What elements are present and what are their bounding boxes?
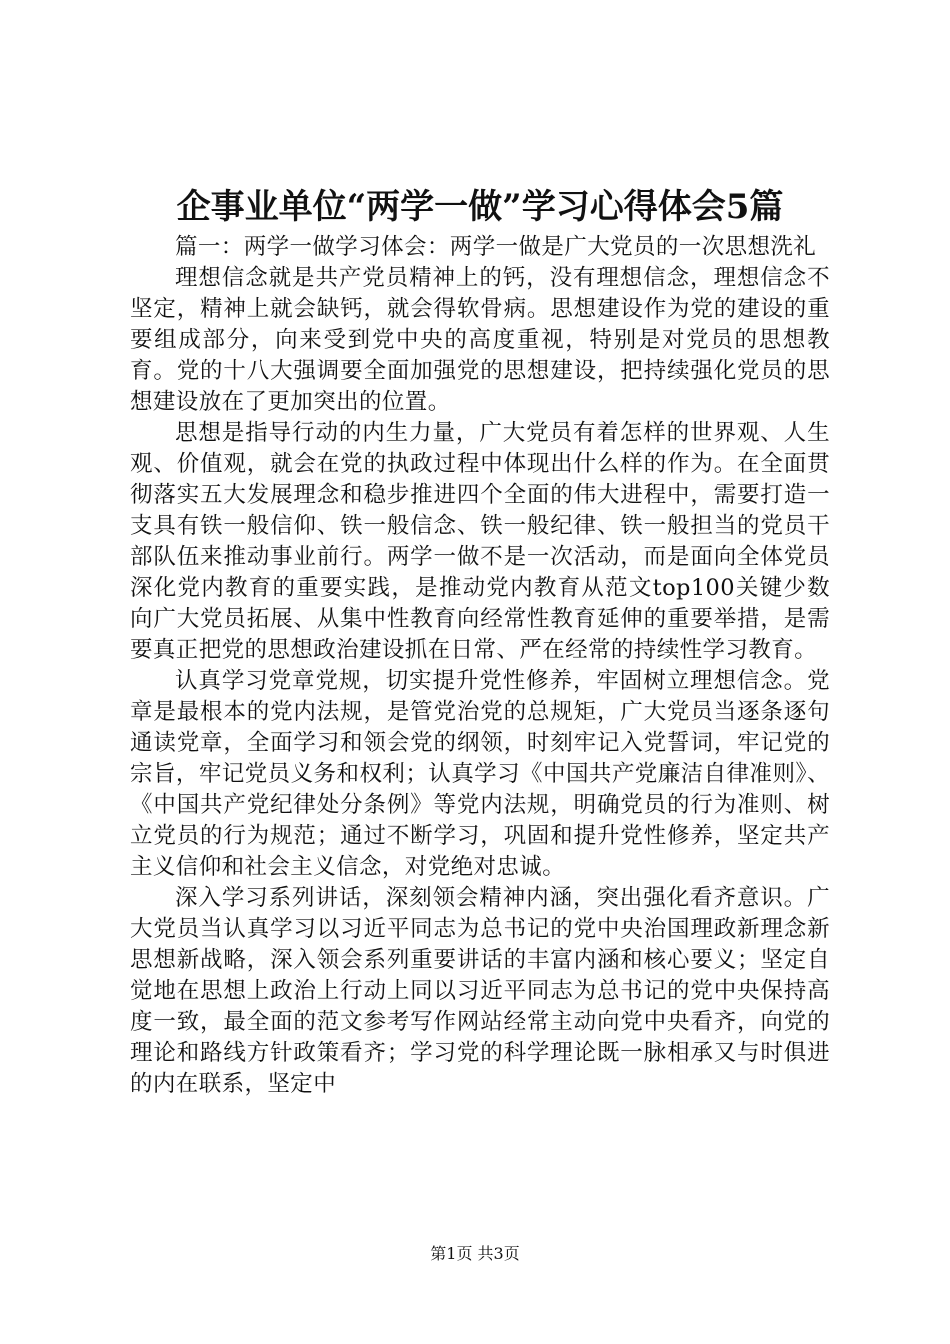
paragraph-section-heading: 篇一：两学一做学习体会：两学一做是广大党员的一次思想洗礼	[175, 234, 817, 260]
document-title: 企事业单位“两学一做”学习心得体会5篇	[176, 187, 784, 227]
paragraph: 深入学习系列讲话，深刻领会精神内涵，突出强化看齐意识。广大党员当认真学习以习近平同志为总书记的党中央治国理政新理念新思想新战略，深入领会系列重要讲话的丰富内涵和核心要义；坚定自觉地在思想上政治上行动上同以习近平同志为总书记的党中央保持高度一致，最全面的范文参考写作网站经常主动向党中央看齐，向党的理论和路线方针政策看齐；学习党的科学理论既一脉相承又与时俱进的内在联系，坚定中	[130, 885, 830, 1097]
page-number-footer: 第1页 共3页	[430, 1244, 520, 1263]
document-body	[130, 232, 830, 1100]
paragraph: 理想信念就是共产党员精神上的钙，没有理想信念，理想信念不坚定，精神上就会缺钙，就会得软骨病。思想建设作为党的建设的重要组成部分，向来受到党中央的高度重视，特别是对党员的思想教育。党的十八大强调要全面加强党的思想建设，把持续强化党员的思想建设放在了更加突出的位置。	[130, 265, 830, 415]
paragraph: 认真学习党章党规，切实提升党性修养，牢固树立理想信念。党章是最根本的党内法规，是管党治党的总规矩，广大党员当逐条逐句通读党章，全面学习和领会党的纲领，时刻牢记入党誓词，牢记党的宗旨，牢记党员义务和权利；认真学习《中国共产党廉洁自律准则》、《中国共产党纪律处分条例》等党内法规，明确党员的行为准则、树立党员的行为规范；通过不断学习，巩固和提升党性修养，坚定共产主义信仰和社会主义信念，对党绝对忠诚。	[130, 668, 830, 880]
paragraph: 思想是指导行动的内生力量，广大党员有着怎样的世界观、人生观、价值观，就会在党的执政过程中体现出什么样的作为。在全面贯彻落实五大发展理念和稳步推进四个全面的伟大进程中，需要打造一支具有铁一般信仰、铁一般信念、铁一般纪律、铁一般担当的党员干部队伍来推动事业前行。两学一做不是一次活动，而是面向全体党员深化党内教育的重要实践，是推动党内教育从范文top100关键少数向广大党员拓展、从集中性教育向经常性教育延伸的重要举措，是需要真正把党的思想政治建设抓在日常、严在经常的持续性学习教育。	[130, 420, 830, 663]
